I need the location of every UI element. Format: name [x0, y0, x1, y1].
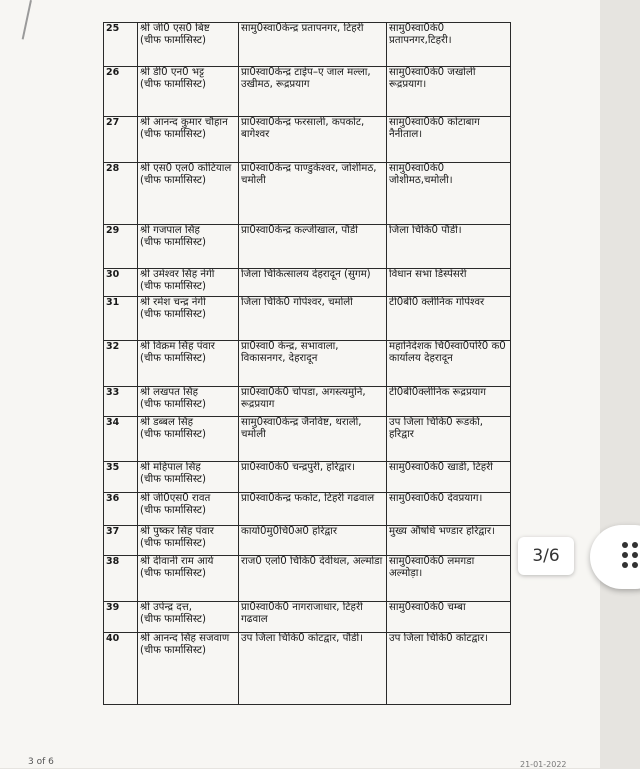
employee-cell — [138, 602, 239, 633]
employee-name: श्री पुष्कर सिंह पंवार — [140, 526, 214, 537]
new-posting: उप जिला चिकि0 रूडकी, हरिद्वार — [387, 417, 511, 462]
new-posting: टी0बी0 क्लीनिक गोपेश्वर — [387, 297, 511, 341]
current-posting: जिला चिकि0 गोपेश्वर, चमोली — [239, 297, 387, 341]
employee-name: श्री आनन्द सिंह सजवाण — [140, 633, 230, 644]
employee-name: श्री जी0एस0 रावत — [140, 493, 211, 504]
serial-number: 39 — [104, 602, 138, 633]
grid-icon-dot — [632, 562, 638, 568]
current-posting: प्रा0स्वा0केन्द्र टाईप–ए जाल मल्ला, उखीमठ, रूद्रप्रयाग — [239, 67, 387, 117]
grid-icon-dot — [622, 562, 628, 568]
employee-name: श्री जी0 एस0 बिष्ट — [140, 23, 210, 34]
new-posting: विधान सभा डिस्पेंसरी — [387, 269, 511, 297]
new-posting: सामु0स्वा0के0 जखोली रूद्रप्रयाग। — [387, 67, 511, 117]
serial-number: 38 — [104, 556, 138, 602]
table-row — [104, 556, 511, 602]
serial-number: 34 — [104, 417, 138, 462]
employee-designation: (चीफ फार्मासिस्ट) — [140, 538, 206, 550]
page-footer-date: 21-01-2022 — [520, 760, 567, 769]
employee-designation: (चीफ फार्मासिस्ट) — [140, 35, 206, 47]
employee-name: श्री डब्बल सिंह — [140, 417, 194, 428]
employee-cell — [138, 23, 239, 67]
table-row — [104, 602, 511, 633]
employee-designation: (चीफ फार्मासिस्ट) — [140, 429, 206, 441]
current-posting: प्रा0स्वा0के0 चोपडा, अगस्त्यमुनि, रूद्रप्रयाग — [239, 387, 387, 417]
employee-designation: (चीफ फार्मासिस्ट) — [140, 281, 206, 293]
current-posting: प्रा0स्वा0 केन्द्र, सभावाला, विकासनगर, देहरादून — [239, 341, 387, 387]
employee-name: श्री रमेश चन्द्र नेगी — [140, 297, 206, 308]
employee-designation: (चीफ फार्मासिस्ट) — [140, 645, 206, 657]
employee-cell — [138, 387, 239, 417]
employee-designation: (चीफ फार्मासिस्ट) — [140, 399, 206, 411]
serial-number: 33 — [104, 387, 138, 417]
current-posting: सामु0स्वा0केन्द्र प्रतापनगर, टिहरी — [239, 23, 387, 67]
employee-cell — [138, 67, 239, 117]
employee-designation: (चीफ फार्मासिस्ट) — [140, 505, 206, 517]
serial-number: 25 — [104, 23, 138, 67]
employee-designation: (चीफ फार्मासिस्ट) — [140, 79, 206, 91]
grid-icon-dot — [622, 552, 628, 558]
table-row — [104, 117, 511, 163]
new-posting: सामु0स्वा0के0 कोटाबाग नैनीताल। — [387, 117, 511, 163]
current-posting: प्रा0स्वा0केन्द्र पाण्डुकेश्वर, जोशीमठ, चमोली — [239, 163, 387, 225]
employee-cell — [138, 556, 239, 602]
new-posting: सामु0स्वा0के0 देवप्रयाग। — [387, 493, 511, 526]
table-row — [104, 297, 511, 341]
table-row — [104, 387, 511, 417]
employee-name: श्री महिपाल सिंह — [140, 462, 201, 473]
new-posting: सामु0स्वा0के0 लमगडा अल्मोड़ा। — [387, 556, 511, 602]
table-row — [104, 163, 511, 225]
employee-designation: (चीफ फार्मासिस्ट) — [140, 175, 206, 187]
page-edge-mark — [22, 0, 32, 40]
employee-cell — [138, 225, 239, 269]
table-row — [104, 417, 511, 462]
current-posting: प्रा0स्वा0केन्द्र कल्जीखाल, पौडी — [239, 225, 387, 269]
table-row — [104, 462, 511, 493]
employee-designation: (चीफ फार्मासिस्ट) — [140, 614, 206, 626]
table-row — [104, 225, 511, 269]
employee-name: श्री उमेश्वर सिंह नेगी — [140, 269, 215, 280]
serial-number: 27 — [104, 117, 138, 163]
table-row — [104, 526, 511, 556]
employee-name: श्री डी0 एन0 भट्ट — [140, 67, 205, 78]
new-posting: सामु0स्वा0के0 खाडी, टिहरी — [387, 462, 511, 493]
serial-number: 26 — [104, 67, 138, 117]
current-posting: कार्या0मु0चि0अ0 हरिद्वार — [239, 526, 387, 556]
employee-cell — [138, 633, 239, 705]
new-posting: सामु0स्वा0के0 चम्बा — [387, 602, 511, 633]
table-row — [104, 67, 511, 117]
new-posting: जिला चिकि0 पौडी। — [387, 225, 511, 269]
employee-cell — [138, 493, 239, 526]
employee-name: श्री गजपाल सिंह — [140, 225, 200, 236]
employee-name: श्री विक्रम सिंह पंवार — [140, 341, 215, 352]
current-posting: प्रा0स्वा0केन्द्र फकोट, टिहरी गढवाल — [239, 493, 387, 526]
serial-number: 37 — [104, 526, 138, 556]
current-posting: सामु0स्वा0केन्द्र जैनविष्ट, थराली, चमोली — [239, 417, 387, 462]
employee-name: श्री एस0 एल0 कोटियाल — [140, 163, 232, 174]
employee-cell — [138, 341, 239, 387]
page-indicator: 3/6 — [518, 537, 574, 575]
current-posting: प्रा0स्वा0के0 चन्द्रपुरी, हरिद्वार। — [239, 462, 387, 493]
employee-name: श्री उपेन्द्र दत्त, — [140, 602, 192, 613]
serial-number: 35 — [104, 462, 138, 493]
new-posting: महानिदेशक चि0स्वा0परि0 क0 कार्यालय देहरादून — [387, 341, 511, 387]
serial-number: 40 — [104, 633, 138, 705]
employee-cell — [138, 462, 239, 493]
new-posting: सामु0स्वा0के0 जोशीमठ,चमोली। — [387, 163, 511, 225]
current-posting: जिला चिकित्सालय देहरादून (सुगम) — [239, 269, 387, 297]
serial-number: 28 — [104, 163, 138, 225]
table-row — [104, 493, 511, 526]
current-posting: प्रा0स्वा0के0 नागराजाधार, टिहरी गढवाल — [239, 602, 387, 633]
new-posting: उप जिला चिकि0 कोटद्वार। — [387, 633, 511, 705]
current-posting: प्रा0स्वा0केन्द्र फरसाली, कपकोट, बागेश्वर — [239, 117, 387, 163]
table-row — [104, 633, 511, 705]
employee-designation: (चीफ फार्मासिस्ट) — [140, 309, 206, 321]
employee-cell — [138, 417, 239, 462]
employee-name: श्री लखपत सिंह — [140, 387, 199, 398]
current-posting: राज0 एलो0 चिकि0 देवीथल, अल्मोडा — [239, 556, 387, 602]
employee-name: श्री आनन्द कुमार चौहान — [140, 117, 228, 128]
serial-number: 29 — [104, 225, 138, 269]
employee-designation: (चीफ फार्मासिस्ट) — [140, 237, 206, 249]
serial-number: 31 — [104, 297, 138, 341]
table-row — [104, 23, 511, 67]
employee-designation: (चीफ फार्मासिस्ट) — [140, 568, 206, 580]
new-posting: मुख्य औषधि भण्डार हरिद्वार। — [387, 526, 511, 556]
employee-designation: (चीफ फार्मासिस्ट) — [140, 474, 206, 486]
employee-cell — [138, 269, 239, 297]
current-posting: उप जिला चिकि0 कोटद्वार, पौडी। — [239, 633, 387, 705]
grid-icon-dot — [632, 542, 638, 548]
transfer-table — [103, 22, 511, 705]
new-posting: टी0बी0क्लीनिक रूद्रप्रयाग — [387, 387, 511, 417]
employee-cell — [138, 117, 239, 163]
employee-cell — [138, 297, 239, 341]
employee-name: श्री दीवानी राम आर्य — [140, 556, 214, 567]
new-posting: सामु0स्वा0के0 प्रतापनगर,टिहरी। — [387, 23, 511, 67]
grid-icon-dot — [632, 552, 638, 558]
employee-cell — [138, 526, 239, 556]
serial-number: 36 — [104, 493, 138, 526]
serial-number: 32 — [104, 341, 138, 387]
table-row — [104, 269, 511, 297]
employee-designation: (चीफ फार्मासिस्ट) — [140, 129, 206, 141]
table-row — [104, 341, 511, 387]
serial-number: 30 — [104, 269, 138, 297]
employee-designation: (चीफ फार्मासिस्ट) — [140, 353, 206, 365]
page-footer-count: 3 of 6 — [28, 757, 54, 767]
grid-icon-dot — [622, 542, 628, 548]
employee-cell — [138, 163, 239, 225]
